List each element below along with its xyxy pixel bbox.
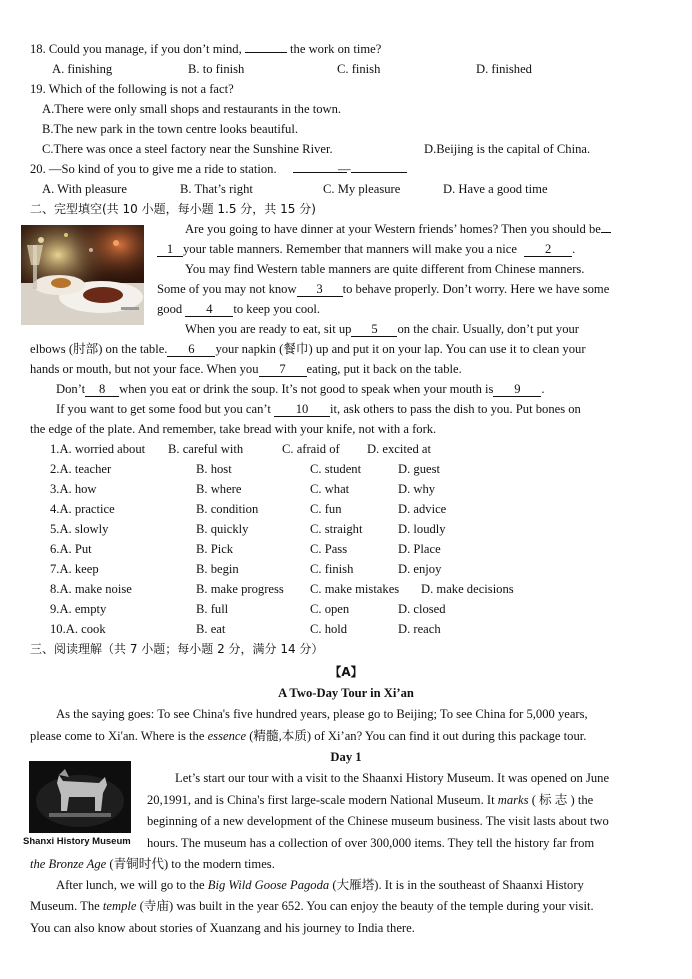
option-9-b: B. full [196,602,229,616]
blank-8: 8 [85,382,119,397]
option-2-a: 2.A. teacher [50,462,112,476]
cloze-p4-line1: Don’t 8 when you eat or drink the soup. It’s not good to speak when your mouth is 9 . [56,382,545,396]
cloze-p2-line1: You may find Western table manners are quite different from Chinese manners. [185,262,585,276]
day1-line7: Museum. The temple (寺庙) was built in the year 652. You can enjoy the beauty of the temple during your visit. [30,899,594,913]
q18-option-c: C. finish [337,62,381,76]
option-5-b: B. quickly [196,522,249,536]
q20-answer-dash: — [338,161,407,177]
museum-image [29,761,131,833]
cloze-p1-line1: Are you going to have dinner at your Western friends’ homes? Then you should be [185,221,611,237]
q18-stem: 18. Could you manage, if you don’t mind, the work on time? [30,42,382,56]
day1-line2: 20,1991, and is China's first large-scale modern National Museum. It marks ( 标 志 ) the [147,793,594,807]
option-4-a: 4.A. practice [50,502,115,516]
option-10-d: D. reach [398,622,441,636]
option-1-c: C. afraid of [282,442,340,456]
day1-line3: beginning of a new development of the Chinese museum business. The visit lasts about two [147,814,609,828]
cloze-p3-line3: hands or mouth, but not your face. When you 7 eating, put it back on the table. [30,362,462,376]
option-1-b: B. careful with [168,442,244,456]
day1-line5: the Bronze Age (青铜时代) to the modern times. [30,857,275,871]
option-9-c: C. open [310,602,350,616]
cloze-p2-line3: good 4 to keep you cool. [157,302,321,316]
part-a-label: 【A】 [329,665,363,679]
option-6-d: D. Place [398,542,441,556]
blank-3: 3 [297,282,343,297]
option-2-d: D. guest [398,462,440,476]
option-4-c: C. fun [310,502,342,516]
option-7-d: D. enjoy [398,562,442,576]
blank-4: 4 [185,302,233,317]
q18-option-a: A. finishing [52,62,113,76]
option-1-d: D. excited at [367,442,431,456]
option-3-d: D. why [398,482,436,496]
option-10-b: B. eat [196,622,226,636]
day1-line1: Let’s start our tour with a visit to the Shaanxi History Museum. It was opened on June [175,771,610,785]
day1-line6: After lunch, we will go to the Big Wild Goose Pagoda (大雁塔). It is in the southeast of Shaanxi History [56,878,584,892]
q19-stem: 19. Which of the following is not a fact? [30,82,234,96]
blank-7: 7 [259,362,307,377]
option-4-d: D. advice [398,502,447,516]
blank-2: 2 [524,242,572,257]
intro-line2: please come to Xi'an. Where is the essence (精髓,本质) of Xi’an? You can find it out during this package tour. [30,729,587,743]
day1-line4: hours. The museum has a collection of over 300,000 items. They tell the history far from [147,836,595,850]
cloze-p3-line2: elbows (肘部) on the table. 6 your napkin (餐巾) up and put it on your lap. You can use it to clean your [30,342,586,356]
option-8-b: B. make progress [196,582,284,596]
section3-heading: 三、阅读理解（共 7 小题；每小题 2 分，满分 14 分） [30,642,324,656]
intro-line1: As the saying goes: To see China's five hundred years, please go to Beijing; To see China for 5,000 years, [56,707,588,721]
q20-stem: 20. —So kind of you to give me a ride to station. [30,161,347,177]
q19-option-b: B.The new park in the town centre looks beautiful. [42,122,299,136]
option-8-a: 8.A. make noise [50,582,132,596]
option-3-c: C. what [310,482,350,496]
passage-title: A Two-Day Tour in Xi’an [278,686,414,700]
cloze-p1-line2: 1 your table manners. Remember that manners will make you a nice 2 . [157,241,575,257]
q19-option-c: C.There was once a steel factory near the Sunshine River. [42,142,333,156]
option-10-c: C. hold [310,622,348,636]
option-4-b: B. condition [196,502,259,516]
section2-heading: 二、完型填空(共 10 小题，每小题 1.5 分，共 15 分) [30,202,316,216]
q20-option-b: B. That’s right [180,182,253,196]
day1-heading: Day 1 [330,750,362,764]
option-5-d: D. loudly [398,522,446,536]
option-1-a: 1.A. worried about [50,442,146,456]
option-2-b: B. host [196,462,232,476]
option-8-d: D. make decisions [421,582,514,596]
option-7-c: C. finish [310,562,354,576]
blank-10: 10 [274,402,330,417]
museum-caption: Shanxi History Museum [23,836,131,847]
option-6-b: B. Pick [196,542,234,556]
option-2-c: C. student [310,462,362,476]
option-5-a: 5.A. slowly [50,522,109,536]
option-3-b: B. where [196,482,242,496]
option-7-b: B. begin [196,562,239,576]
option-6-a: 6.A. Put [50,542,92,556]
q20-option-d: D. Have a good time [443,182,548,196]
blank-9: 9 [493,382,541,397]
blank-5: 5 [351,322,397,337]
option-10-a: 10.A. cook [50,622,106,636]
option-3-a: 3.A. how [50,482,97,496]
q18-option-d: D. finished [476,62,532,76]
q20-option-a: A. With pleasure [42,182,127,196]
q19-option-d: D.Beijing is the capital of China. [424,142,591,156]
cloze-p5-line1: If you want to get some food but you can’t 10 it, ask others to pass the dish to you. Put bones on [56,402,581,416]
cloze-p2-line2: Some of you may not know 3 to behave properly. Don’t worry. Here we have some [157,282,610,296]
option-9-d: D. closed [398,602,446,616]
option-8-c: C. make mistakes [310,582,400,596]
q18-option-b: B. to finish [188,62,245,76]
option-9-a: 9.A. empty [50,602,107,616]
day1-line8: You can also know about stories of Xuanzang and his journey to India there. [30,921,415,935]
blank-6: 6 [167,342,215,357]
q20-option-c: C. My pleasure [323,182,401,196]
option-6-c: C. Pass [310,542,348,556]
option-5-c: C. straight [310,522,363,536]
option-7-a: 7.A. keep [50,562,99,576]
cloze-p3-line1: When you are ready to eat, sit up 5 on the chair. Usually, don’t put your [185,322,580,336]
q19-option-a: A.There were only small shops and restaurants in the town. [42,102,342,116]
blank-1: 1 [157,242,183,257]
cloze-p5-line2: the edge of the plate. And remember, take bread with your knife, not with a fork. [30,422,437,436]
dinner-table-image [21,225,144,325]
